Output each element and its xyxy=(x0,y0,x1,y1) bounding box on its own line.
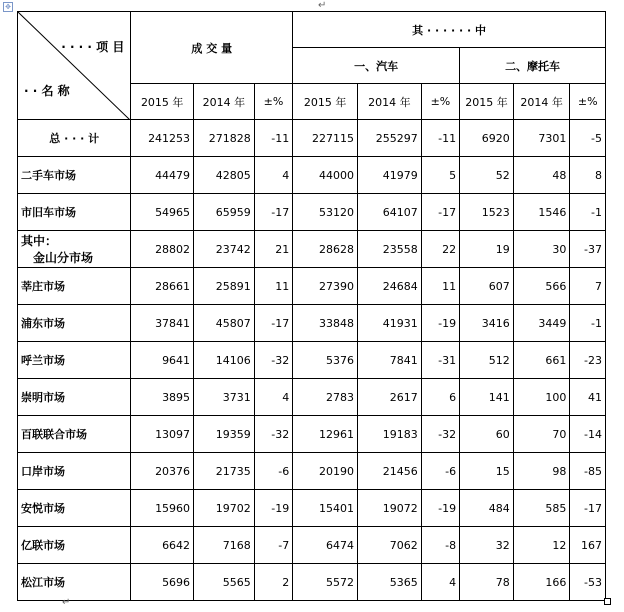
market-name-cell: 亿联市场 xyxy=(18,527,131,564)
table-cell: 41979 xyxy=(357,157,421,194)
table-cell: 661 xyxy=(513,342,570,379)
table-row xyxy=(18,157,606,194)
moto-group-header: 二、摩托车 xyxy=(460,48,606,84)
table-cell: 23558 xyxy=(357,231,421,268)
table-cell: -17 xyxy=(421,194,459,231)
table-cell: 12961 xyxy=(293,416,358,453)
table-cell: 28661 xyxy=(131,268,194,305)
table-cell: 7841 xyxy=(357,342,421,379)
table-row xyxy=(18,490,606,527)
table-cell: 5376 xyxy=(293,342,358,379)
table-cell: 2617 xyxy=(357,379,421,416)
table-cell: 19183 xyxy=(357,416,421,453)
table-row xyxy=(18,379,606,416)
table-cell: 19702 xyxy=(194,490,255,527)
table-cell: 2783 xyxy=(293,379,358,416)
table-cell: -32 xyxy=(254,416,292,453)
table-cell: 23742 xyxy=(194,231,255,268)
year-header: ±% xyxy=(570,84,606,120)
table-cell: 241253 xyxy=(131,120,194,157)
table-cell: 53120 xyxy=(293,194,358,231)
market-name-cell: 安悦市场 xyxy=(18,490,131,527)
year-header: 2015 年 xyxy=(131,84,194,120)
table-cell: 7 xyxy=(570,268,606,305)
table-cell: 44000 xyxy=(293,157,358,194)
table-cell: 1523 xyxy=(460,194,514,231)
table-cell: 60 xyxy=(460,416,514,453)
volume-header: 成 交 量 xyxy=(131,12,293,84)
table-cell: 100 xyxy=(513,379,570,416)
table-cell: 15 xyxy=(460,453,514,490)
table-cell: 21 xyxy=(254,231,292,268)
table-cell: 30 xyxy=(513,231,570,268)
table-row xyxy=(18,527,606,564)
table-cell: 25891 xyxy=(194,268,255,305)
table-cell: -31 xyxy=(421,342,459,379)
table-cell: 6920 xyxy=(460,120,514,157)
move-handle-icon[interactable]: ✥ xyxy=(3,2,13,12)
table-cell: 28628 xyxy=(293,231,358,268)
table-cell: 6474 xyxy=(293,527,358,564)
table-cell: -32 xyxy=(254,342,292,379)
table-cell: 52 xyxy=(460,157,514,194)
table-cell: 15960 xyxy=(131,490,194,527)
table-row xyxy=(18,231,606,268)
table-cell: 41931 xyxy=(357,305,421,342)
table-cell: 42805 xyxy=(194,157,255,194)
paragraph-mark-icon: ↵ xyxy=(318,0,327,11)
table-cell: 7062 xyxy=(357,527,421,564)
among-header: 其 · · · · · · 中 xyxy=(293,12,606,48)
year-header: ±% xyxy=(254,84,292,120)
market-name-cell: 口岸市场 xyxy=(18,453,131,490)
table-cell: 255297 xyxy=(357,120,421,157)
market-name-cell: 市旧车市场 xyxy=(18,194,131,231)
table-cell: 3731 xyxy=(194,379,255,416)
corner-item-label: · · · · 项 目 xyxy=(61,40,125,54)
table-cell: 14106 xyxy=(194,342,255,379)
table-cell: 21735 xyxy=(194,453,255,490)
market-name-cell xyxy=(18,231,131,268)
table-cell: 78 xyxy=(460,564,514,601)
table-cell: 607 xyxy=(460,268,514,305)
table-cell: -17 xyxy=(254,305,292,342)
table-cell: 28802 xyxy=(131,231,194,268)
table-cell: 3449 xyxy=(513,305,570,342)
table-cell: 32 xyxy=(460,527,514,564)
table-cell: 5365 xyxy=(357,564,421,601)
table-cell: -6 xyxy=(254,453,292,490)
table-cell: 70 xyxy=(513,416,570,453)
table-cell: -8 xyxy=(421,527,459,564)
year-header: ±% xyxy=(421,84,459,120)
table-cell: 5572 xyxy=(293,564,358,601)
table-cell: 41 xyxy=(570,379,606,416)
table-cell: 64107 xyxy=(357,194,421,231)
table-cell: 15401 xyxy=(293,490,358,527)
table-cell: 65959 xyxy=(194,194,255,231)
table-cell: -1 xyxy=(570,305,606,342)
table-cell: 141 xyxy=(460,379,514,416)
market-name-cell: 呼兰市场 xyxy=(18,342,131,379)
table-cell: 5696 xyxy=(131,564,194,601)
year-header: 2014 年 xyxy=(357,84,421,120)
table-cell: 566 xyxy=(513,268,570,305)
table-cell: -5 xyxy=(570,120,606,157)
table-cell: 6642 xyxy=(131,527,194,564)
table-cell: 19 xyxy=(460,231,514,268)
table-cell: 1546 xyxy=(513,194,570,231)
year-header: 2014 年 xyxy=(194,84,255,120)
market-name-cell: 百联联合市场 xyxy=(18,416,131,453)
diagonal-line xyxy=(18,12,130,120)
table-cell: -19 xyxy=(254,490,292,527)
market-name-sub: 金山分市场 xyxy=(33,251,94,265)
table-cell: 585 xyxy=(513,490,570,527)
table-cell: -37 xyxy=(570,231,606,268)
market-name-cell: 崇明市场 xyxy=(18,379,131,416)
table-cell: 3895 xyxy=(131,379,194,416)
table-cell: -1 xyxy=(570,194,606,231)
table-row xyxy=(18,564,606,601)
table-cell: 11 xyxy=(421,268,459,305)
table-cell: 24684 xyxy=(357,268,421,305)
table-cell: 48 xyxy=(513,157,570,194)
total-label: 总 · · · 计 xyxy=(18,120,131,157)
table-row xyxy=(18,268,606,305)
corner-name-label: · · 名 称 xyxy=(24,84,70,98)
table-cell: -7 xyxy=(254,527,292,564)
table-cell: 44479 xyxy=(131,157,194,194)
table-cell: -11 xyxy=(421,120,459,157)
table-cell: 13097 xyxy=(131,416,194,453)
table-cell: 4 xyxy=(421,564,459,601)
table-cell: 11 xyxy=(254,268,292,305)
market-name: 其中： xyxy=(21,234,58,248)
table-cell: 8 xyxy=(570,157,606,194)
table-cell: 5 xyxy=(421,157,459,194)
table-cell: 7301 xyxy=(513,120,570,157)
total-row xyxy=(18,120,606,157)
table-cell: -17 xyxy=(254,194,292,231)
table-cell: 12 xyxy=(513,527,570,564)
market-name-cell: 莘庄市场 xyxy=(18,268,131,305)
table-cell: -19 xyxy=(421,305,459,342)
table-cell: 54965 xyxy=(131,194,194,231)
corner-header-cell xyxy=(18,12,131,120)
table-cell: -53 xyxy=(570,564,606,601)
table-cell: -19 xyxy=(421,490,459,527)
paragraph-mark-icon: ↵ xyxy=(62,597,71,608)
year-header: 2015 年 xyxy=(460,84,514,120)
year-header: 2015 年 xyxy=(293,84,358,120)
market-name-cell: 浦东市场 xyxy=(18,305,131,342)
table-cell: 45807 xyxy=(194,305,255,342)
table-cell: 37841 xyxy=(131,305,194,342)
table-cell: -6 xyxy=(421,453,459,490)
table-cell: 512 xyxy=(460,342,514,379)
table-cell: 33848 xyxy=(293,305,358,342)
table-cell: -11 xyxy=(254,120,292,157)
table-cell: 271828 xyxy=(194,120,255,157)
table-cell: 227115 xyxy=(293,120,358,157)
table-cell: -85 xyxy=(570,453,606,490)
table-cell: 4 xyxy=(254,379,292,416)
table-cell: 22 xyxy=(421,231,459,268)
table-cell: 20376 xyxy=(131,453,194,490)
table-cell: 3416 xyxy=(460,305,514,342)
table-cell: 98 xyxy=(513,453,570,490)
table-cell: 27390 xyxy=(293,268,358,305)
table-cell: -17 xyxy=(570,490,606,527)
table-cell: 7168 xyxy=(194,527,255,564)
table-cell: 5565 xyxy=(194,564,255,601)
table-cell: 166 xyxy=(513,564,570,601)
table-row xyxy=(18,453,606,490)
table-cell: 21456 xyxy=(357,453,421,490)
market-volume-table xyxy=(17,11,606,601)
table-row xyxy=(18,342,606,379)
table-cell: -14 xyxy=(570,416,606,453)
resize-handle-icon[interactable] xyxy=(604,598,611,605)
table-cell: 484 xyxy=(460,490,514,527)
table-cell: 6 xyxy=(421,379,459,416)
year-header: 2014 年 xyxy=(513,84,570,120)
table-cell: -32 xyxy=(421,416,459,453)
table-cell: 19359 xyxy=(194,416,255,453)
table-row xyxy=(18,416,606,453)
table-row xyxy=(18,305,606,342)
car-group-header: 一、汽车 xyxy=(293,48,460,84)
table-cell: 167 xyxy=(570,527,606,564)
table-cell: 2 xyxy=(254,564,292,601)
market-name-cell: 二手车市场 xyxy=(18,157,131,194)
market-name-cell: 松江市场 xyxy=(18,564,131,601)
table-cell: 4 xyxy=(254,157,292,194)
table-cell: 19072 xyxy=(357,490,421,527)
table-cell: 20190 xyxy=(293,453,358,490)
table-row xyxy=(18,194,606,231)
table-cell: 9641 xyxy=(131,342,194,379)
table-cell: -23 xyxy=(570,342,606,379)
